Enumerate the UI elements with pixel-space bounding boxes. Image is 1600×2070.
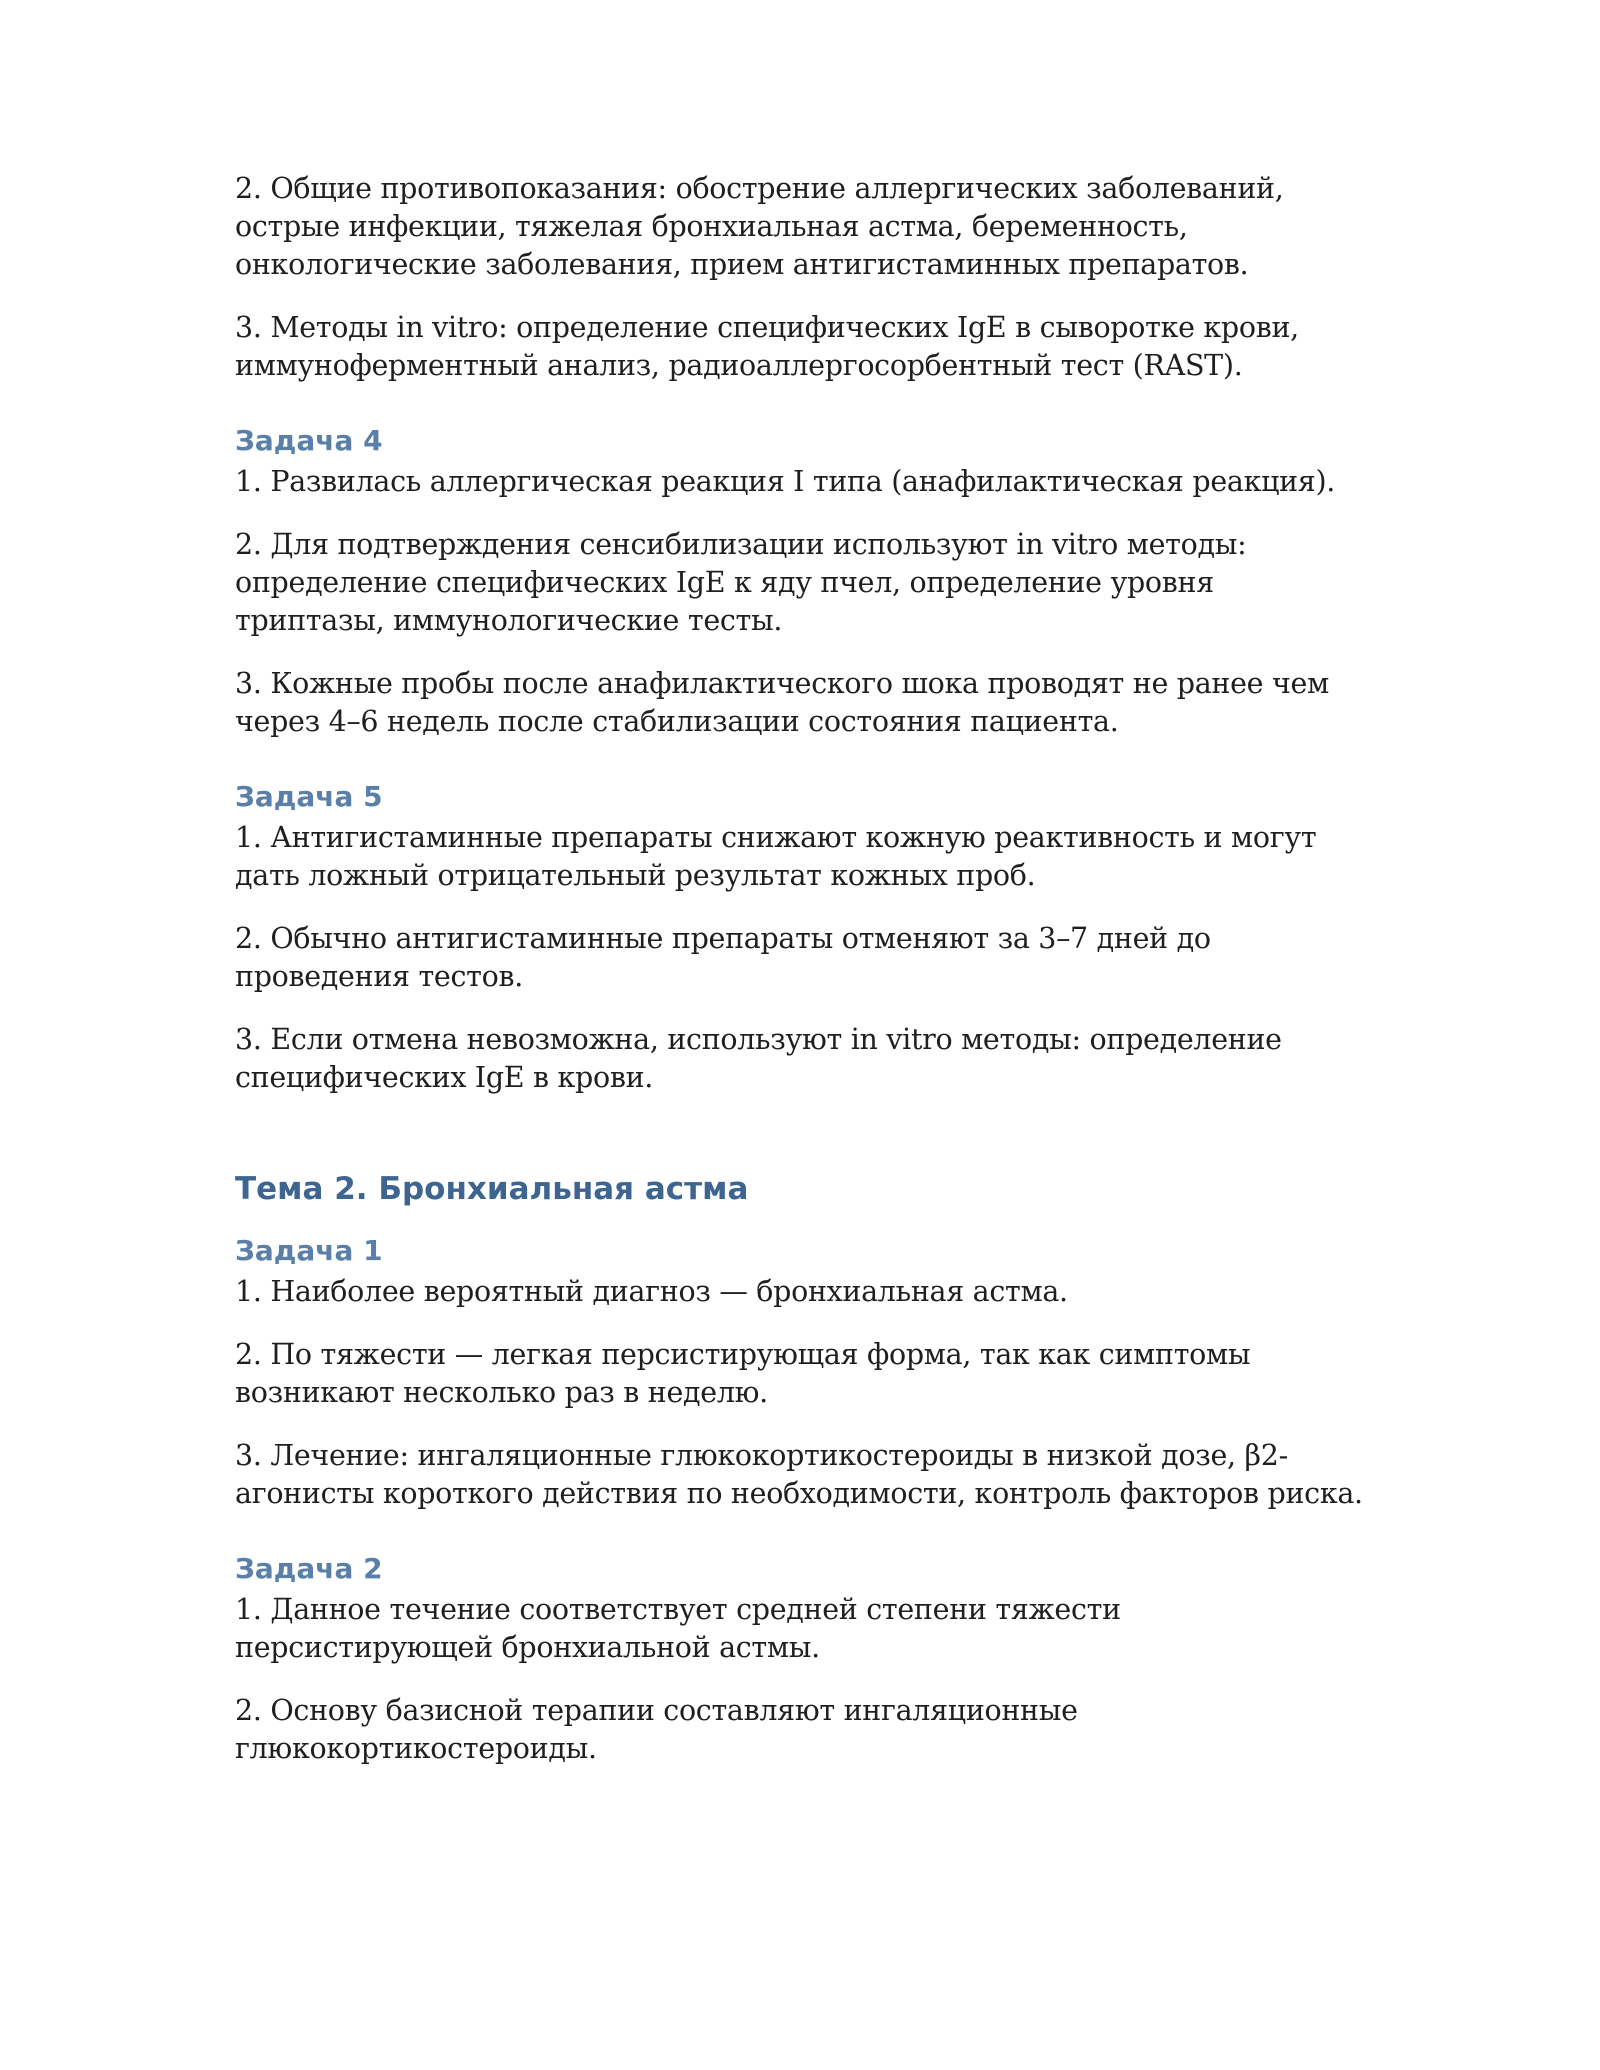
task-4-item-1: 1. Развилась аллергическая реакция I типа (анафилактическая реакция). bbox=[235, 465, 1336, 498]
topic-2-task-2-item-2: 2. Основу базисной терапии составляют ингаляционные глюкокортикостероиды. bbox=[235, 1694, 1078, 1765]
task-4-item-3: 3. Кожные пробы после анафилактического шока проводят не ранее чем через 4–6 недель после стабилизации состояния пациента. bbox=[235, 667, 1329, 738]
paragraph-in-vitro-methods: 3. Методы in vitro: определение специфических IgE в сыворотке крови, иммуноферментный анализ, радиоаллергосорбентный тест (RAST). bbox=[235, 311, 1299, 382]
topic-2-task-1-item-2: 2. По тяжести — легкая персистирующая форма, так как симптомы возникают несколько раз в неделю. bbox=[235, 1338, 1251, 1409]
task-5-heading: Задача 5 bbox=[235, 780, 383, 813]
topic-2-task-1-item-3: 3. Лечение: ингаляционные глюкокортикостероиды в низкой дозе, β2-агонисты короткого действия по необходимости, контроль факторов риска. bbox=[235, 1439, 1363, 1510]
topic-2-task-2-item-1: 1. Данное течение соответствует средней степени тяжести персистирующей бронхиальной астмы. bbox=[235, 1593, 1121, 1664]
topic-2-task-1-heading: Задача 1 bbox=[235, 1234, 383, 1267]
topic-2-task-2-heading: Задача 2 bbox=[235, 1552, 383, 1585]
topic-2-task-1-item-1: 1. Наиболее вероятный диагноз — бронхиальная астма. bbox=[235, 1275, 1068, 1308]
task-5-item-1: 1. Антигистаминные препараты снижают кожную реактивность и могут дать ложный отрицательный результат кожных проб. bbox=[235, 821, 1317, 892]
topic-2-heading: Тема 2. Бронхиальная астма bbox=[235, 1171, 749, 1207]
task-5-item-2: 2. Обычно антигистаминные препараты отменяют за 3–7 дней до проведения тестов. bbox=[235, 922, 1211, 993]
document-page bbox=[235, 170, 1370, 1793]
task-5-item-3: 3. Если отмена невозможна, используют in vitro методы: определение специфических IgE в крови. bbox=[235, 1023, 1282, 1094]
task-4-item-2: 2. Для подтверждения сенсибилизации используют in vitro методы: определение специфических IgE к яду пчел, определение уровня триптазы, иммунологические тесты. bbox=[235, 528, 1247, 637]
task-4-heading: Задача 4 bbox=[235, 424, 383, 457]
paragraph-contraindications: 2. Общие противопоказания: обострение аллергических заболеваний, острые инфекции, тяжелая бронхиальная астма, беременность, онкологические заболевания, прием антигистаминных препаратов. bbox=[235, 172, 1284, 281]
